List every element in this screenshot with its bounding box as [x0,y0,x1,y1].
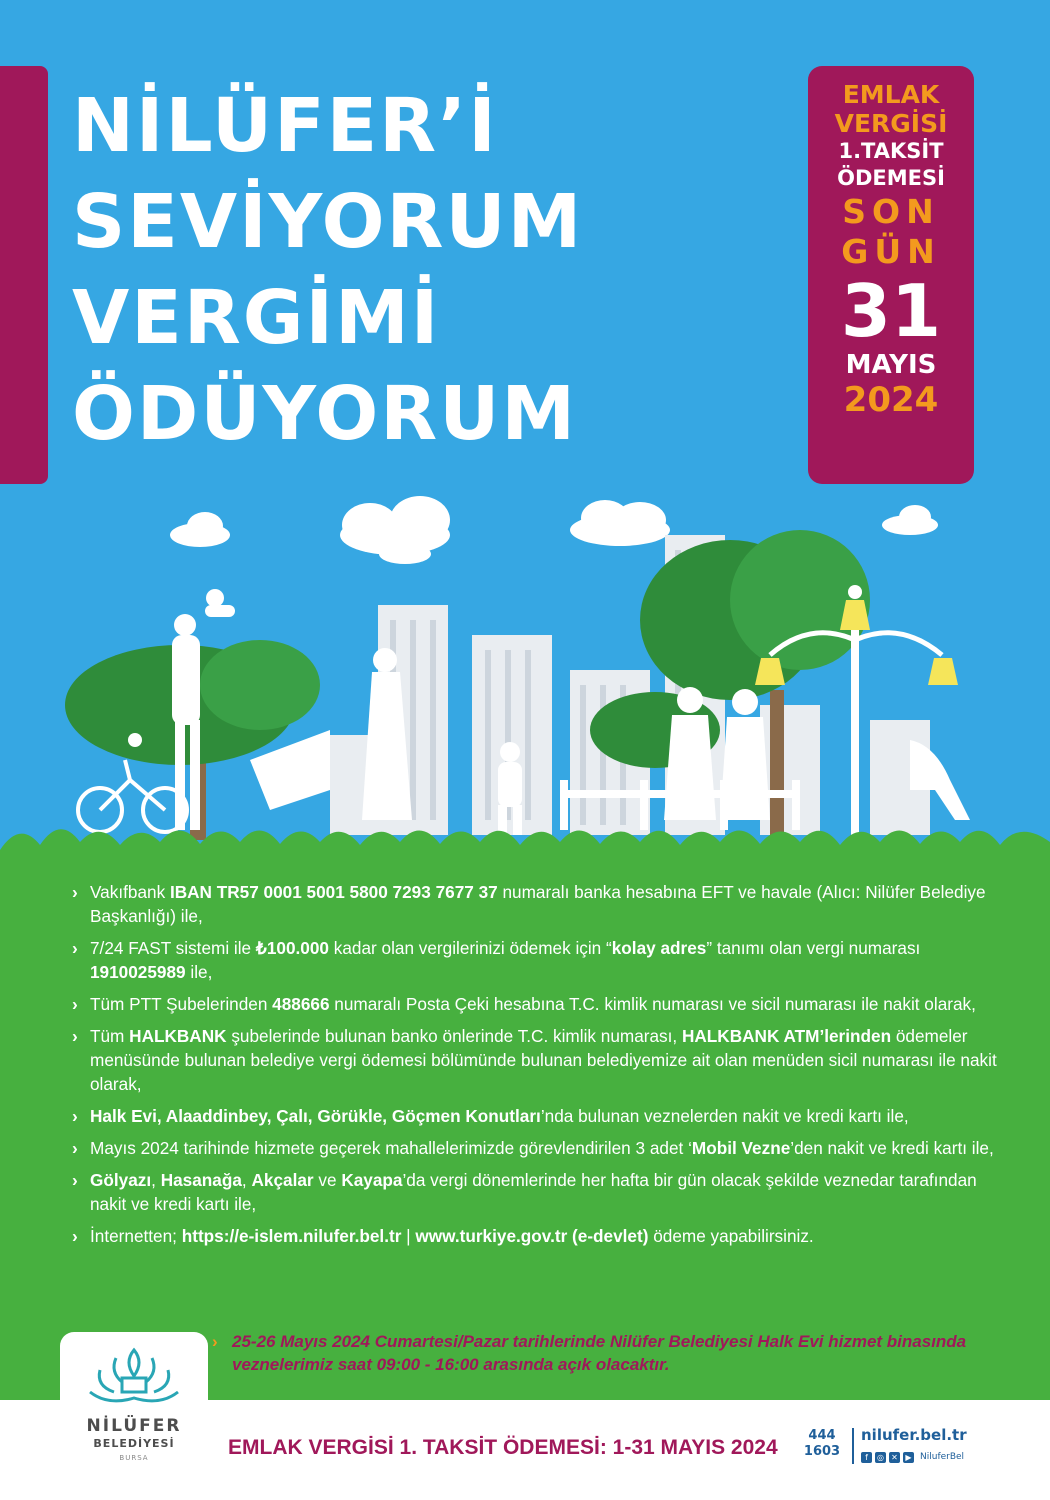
item-text: İnternetten; [90,1226,182,1246]
hotline-bottom: 1603 [803,1444,841,1459]
payment-methods-list [72,880,1012,1256]
website-link[interactable]: nilufer.bel.tr [861,1426,967,1444]
item-text: numaralı banka hesabına EFT ve havale (Alıcı: Nilüfer Belediye Başkanlığı) ile, [90,882,986,926]
item-text: ’da vergi dönemlerinde her hafta bir gün olacak şekilde veznedar tarafından nakit ve kredi kartı ile, [90,1170,977,1214]
instagram-icon[interactable]: ◎ [875,1452,886,1463]
item-text: ’den nakit ve kredi kartı ile, [790,1138,994,1158]
deadline-badge [808,66,974,484]
item-text: ” tanımı olan vergi numarası [706,938,921,958]
chevron-right-icon: › [72,994,78,1014]
list-item [72,992,1012,1016]
municipality-logo [60,1332,208,1494]
item-text: , [241,1170,252,1190]
item-text: Tüm [90,1026,130,1046]
fast-limit: ₺100.000 [255,938,329,958]
headline-line-4: ÖDÜYORUM [72,371,577,457]
facebook-icon[interactable]: f [861,1452,872,1463]
office-locations: Halk Evi, Alaaddinbey, Çalı, Görükle, Göçmen Konutları [90,1106,541,1126]
badge-line-3: 1.TAKSİT [838,139,944,163]
village-name: Hasanağa [160,1170,242,1190]
x-icon[interactable]: ✕ [889,1452,900,1463]
kolay-adres: kolay adres [611,938,707,958]
social-links [861,1450,964,1464]
left-accent-bar [0,66,48,484]
list-item [72,1136,1012,1160]
headline [72,78,772,462]
badge-day: 31 [840,269,942,353]
item-text: , [151,1170,161,1190]
item-text: | [401,1226,416,1246]
badge-year: 2024 [843,380,939,420]
headline-line-3: VERGİMİ [72,275,441,361]
youtube-icon[interactable]: ▶ [903,1452,914,1463]
list-item [72,1104,1012,1128]
list-item [72,936,1012,984]
notice-text: 25-26 Mayıs 2024 Cumartesi/Pazar tarihlerinde Nilüfer Belediyesi Halk Evi hizmet binasında veznelerimiz saat 09:00 - 16:00 arasında açık olacaktır. [232,1332,967,1374]
item-text: Mayıs 2024 tarihinde hizmete geçerek mahallelerimizde görevlendirilen 3 adet ‘ [90,1138,692,1158]
list-item [72,1168,1012,1216]
chevron-right-icon: › [72,1106,78,1126]
village-name: Akçalar [251,1170,314,1190]
hotline-top: 444 [808,1428,836,1443]
chevron-right-icon: › [72,1138,78,1158]
e-islem-link[interactable]: https://e-islem.nilufer.bel.tr [181,1226,402,1246]
village-name: Kayapa [341,1170,403,1190]
chevron-right-icon: › [72,938,78,958]
weekend-notice [212,1330,1012,1376]
chevron-right-icon: › [72,1226,78,1246]
logo-subname: BELEDİYESİ [93,1437,175,1450]
item-text: ile, [185,962,213,982]
footer-dates: 1-31 MAYIS 2024 [612,1436,778,1459]
social-handle: NiluferBel [920,1452,965,1462]
headline-line-2: SEVİYORUM [72,179,584,265]
chevron-right-icon: › [212,1332,218,1351]
list-item [72,1224,1012,1248]
item-text: Tüm PTT Şubelerinden [90,994,273,1014]
badge-line-6: GÜN [841,232,941,271]
list-item [72,1024,1012,1096]
logo-name: NİLÜFER [86,1416,182,1436]
item-text: ve [313,1170,342,1190]
chevron-right-icon: › [72,1026,78,1046]
city-park-illustration [0,490,1050,890]
e-devlet-link[interactable]: www.turkiye.gov.tr (e-devlet) [415,1226,649,1246]
item-text: 7/24 FAST sistemi ile [90,938,256,958]
badge-line-5: SON [842,192,940,231]
badge-month: MAYIS [845,350,937,380]
tax-number: 1910025989 [90,962,186,982]
headline-line-1: NİLÜFER’İ [72,83,498,169]
divider [852,1428,854,1464]
mobile-office: Mobil Vezne [691,1138,791,1158]
chevron-right-icon: › [72,882,78,902]
logo-city: BURSA [119,1454,149,1462]
badge-line-1: EMLAK [842,80,940,109]
item-text: ödemeler menüsünde bulunan belediye vergi ödemesi bölümünde bulunan belediyemize ait olan menüden sicil numarası ile nakit olarak, [90,1026,997,1094]
item-text: numaralı Posta Çeki hesabına T.C. kimlik numarası ve sicil numarası ile nakit olarak, [329,994,976,1014]
postal-check-number: 488666 [272,994,330,1014]
footer-payment-period [228,1436,778,1460]
hotline [800,1428,844,1460]
bicycle [78,760,187,832]
list-item [72,880,1012,928]
item-text: ’nda bulunan veznelerden nakit ve kredi kartı ile, [540,1106,909,1126]
item-text: Vakıfbank [90,882,170,902]
bank-name: HALKBANK [129,1026,227,1046]
item-text: kadar olan vergilerinizi ödemek için “ [328,938,612,958]
iban: IBAN TR57 0001 5001 5800 7293 7677 37 [169,882,498,902]
bank-atm: HALKBANK ATM’lerinden [681,1026,892,1046]
badge-line-4: ÖDEMESİ [837,166,945,190]
footer-label: EMLAK VERGİSİ 1. TAKSİT ÖDEMESİ: [228,1436,613,1459]
badge-line-2: VERGİSİ [834,109,948,138]
chevron-right-icon: › [72,1170,78,1190]
item-text: ödeme yapabilirsiniz. [648,1226,814,1246]
lotus-logo-icon [60,1332,208,1416]
item-text: şubelerinde bulunan banko önlerinde T.C. kimlik numarası, [226,1026,682,1046]
village-name: Gölyazı [90,1170,152,1190]
